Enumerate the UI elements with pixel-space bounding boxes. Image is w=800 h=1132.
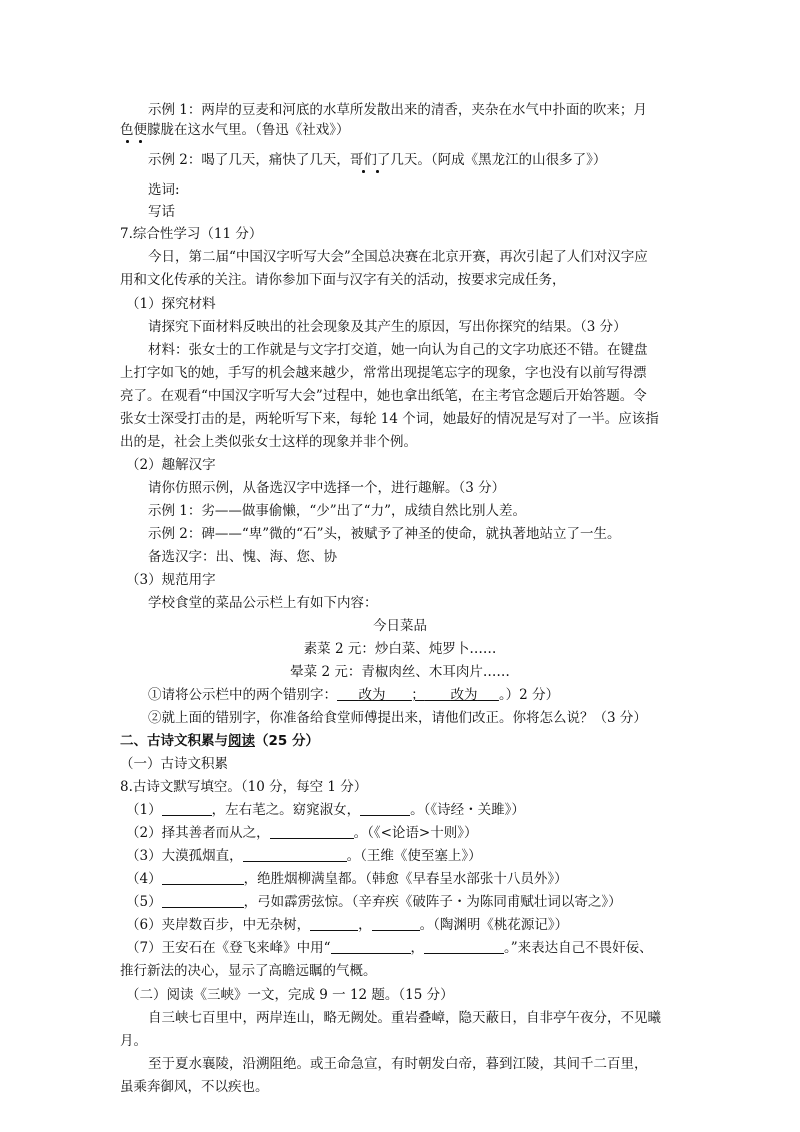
- menu-vegetable: 素菜 2 元：炒白菜、炖罗卜……: [303, 641, 497, 657]
- q8-l1-a: （1）: [126, 802, 162, 818]
- example-1-line-1: 示例 1：两岸的豆麦和河底的水草所发散出来的清香，夹杂在水气中扑面的吹来；月: [148, 102, 647, 118]
- q7-material-2: 上打字如飞的她，手写的机会越来越少，常常出现提笔忘字的现象，字也没有以前写得漂: [120, 365, 647, 381]
- q8-l3-b: 。（王维《使至塞上》）: [346, 848, 482, 864]
- xuanci-label: 选词:: [148, 182, 180, 198]
- q8-l1-c: 。（《诗经・关雎》）: [410, 802, 525, 818]
- q7-intro-1: 今日，第二届“中国汉字听写大会”全国总决赛在北京开赛，再次引起了人们对汉字应: [148, 249, 648, 265]
- q7-part3-intro: 学校食堂的菜品公示栏上有如下内容：: [148, 595, 378, 611]
- q8-line-4: [126, 869, 568, 889]
- answer-blank[interactable]: [331, 938, 411, 954]
- q7-part3-question-1: [148, 685, 559, 705]
- q8-l2-b: 。（《<论语>十则》）: [353, 825, 478, 841]
- semicolon: ；: [411, 687, 425, 703]
- q8-l6-b: ，: [358, 917, 372, 933]
- answer-blank[interactable]: [162, 869, 244, 885]
- reading-section-title: （二）阅读《三峡》一文，完成 9 一 12 题。（15 分）: [126, 987, 454, 1003]
- emphasis-dot: [126, 140, 129, 143]
- section-2-heading-underlined: 阅读: [228, 733, 255, 749]
- q8-l7-b: ，: [410, 940, 424, 956]
- passage-para-1-line-1: 自三峡七百里中，两岸连山，略无阙处。重岩叠嶂，隐天蔽日，自非亭午夜分，不见曦: [148, 1010, 661, 1026]
- section-2-heading: [120, 731, 319, 751]
- answer-blank[interactable]: [424, 938, 504, 954]
- q7-material-4: 张女士深受打击的是，两轮听写下来，每轮 14 个词，她最好的情况是写对了一半。应该指: [120, 411, 659, 427]
- q8-line-7: [126, 938, 653, 958]
- q7-material-5: 出的是，社会上类似张女士这样的现象并非个例。: [120, 434, 417, 450]
- q8-l6-c: 。（陶渊明《桃花源记》）: [419, 917, 569, 933]
- q7-part2-example-2: 示例 2：碑——“卑”微的“石”头，被赋予了神圣的使命，就执著地站立了一生。: [148, 526, 621, 542]
- section-2-heading-a: 二、古诗文积累与: [120, 733, 228, 749]
- section-2-heading-b: （25 分）: [255, 733, 319, 749]
- q7-part2-chars: 备选汉字：出、愧、海、您、协: [148, 549, 337, 565]
- q7-part3-q1-prefix: ①请将公示栏中的两个错别字：: [148, 687, 337, 703]
- passage-para-1-line-2: 月。: [120, 1033, 147, 1049]
- answer-blank[interactable]: [243, 846, 347, 862]
- q8-l7-a: （7）王安石在《登飞来峰》中用“: [126, 940, 331, 956]
- q7-intro-2: 用和文化传承的关注。请你参加下面与汉字有关的活动，按要求完成任务，: [120, 272, 566, 288]
- q7-material-1: 材料：张女士的工作就是与文字打交道，她一向认为自己的文字功底还不错。在键盘: [148, 342, 648, 358]
- emphasis-dot: [362, 170, 365, 173]
- q8-l5-a: （5）: [126, 894, 162, 910]
- q7-part2-title: （2）趣解汉字: [126, 457, 216, 473]
- q7-part2-example-1: 示例 1：劣——做事偷懒，“少”出了“力”，成绩自然比别人差。: [148, 503, 526, 519]
- answer-blank[interactable]: [162, 800, 212, 816]
- q8-l4-b: ，绝胜烟柳满皇都。（韩愈《早春呈水部张十八员外》）: [243, 871, 568, 887]
- q8-line-5: [126, 892, 622, 912]
- q8-l5-b: ，弓如霹雳弦惊。（辛弃疾《破阵子・为陈同甫赋壮词以寄之》）: [243, 894, 622, 910]
- answer-blank[interactable]: [162, 892, 244, 908]
- gai-wei-2: 改为: [450, 687, 478, 703]
- menu-meat: 晕菜 2 元：青椒肉丝、木耳肉片……: [290, 664, 510, 680]
- q7-title: 7.综合性学习（11 分）: [120, 226, 263, 242]
- answer-blank[interactable]: [360, 800, 410, 816]
- menu-title: 今日菜品: [373, 618, 427, 634]
- q8-title: 8.古诗文默写填空。（10 分，每空 1 分）: [120, 779, 368, 795]
- answer-blank[interactable]: [310, 915, 358, 931]
- q8-l7-c: 。”来表达自己不畏奸佞、: [504, 940, 653, 956]
- q8-l3-a: （3）大漠孤烟直，: [126, 848, 243, 864]
- example-1-line-2: 色便朦胧在这水气里。（鲁迅《社戏》）: [120, 122, 350, 138]
- q8-line-2: [126, 823, 477, 843]
- q8-line-7-continued: 推行新法的决心，显示了高瞻远瞩的气概。: [120, 963, 377, 979]
- q8-l1-b: ，左右芼之。窈窕淑女，: [211, 802, 361, 818]
- q7-part3-title: （3）规范用字: [126, 572, 216, 588]
- answer-blank[interactable]: [372, 915, 420, 931]
- example-2: 示例 2：喝了几天，痛快了几天，哥们了几天。（阿成《黑龙江的山很多了》）: [148, 152, 607, 168]
- answer-blank[interactable]: [270, 823, 354, 839]
- q7-part2-requirement: 请你仿照示例，从备选汉字中选择一个，进行趣解。（3 分）: [148, 480, 506, 496]
- section-2-sub-1: （一）古诗文积累: [120, 756, 228, 772]
- q8-l2-a: （2）择其善者而从之，: [126, 825, 270, 841]
- q8-l4-a: （4）: [126, 871, 162, 887]
- q7-part1-title: （1）探究材料: [126, 296, 216, 312]
- emphasis-dot: [139, 140, 142, 143]
- emphasis-dot: [376, 170, 379, 173]
- gai-wei-1: 改为: [358, 687, 386, 703]
- passage-para-2-line-1: 至于夏水襄陵，沿溯阻绝。或王命急宣，有时朝发白帝，暮到江陵，其间千二百里，: [148, 1056, 648, 1072]
- passage-para-2-line-2: 虽乘奔御风，不以疾也。: [120, 1079, 269, 1095]
- q7-material-3: 亮了。在观看“中国汉字听写大会”过程中，她也拿出纸笔，在主考官念题后开始答题。令: [120, 388, 647, 404]
- correction-blank-1[interactable]: [337, 687, 499, 703]
- q8-line-6: [126, 915, 568, 935]
- q8-l6-a: （6）夹岸数百步，中无杂树，: [126, 917, 311, 933]
- q8-line-3: [126, 846, 482, 866]
- q8-line-1: [126, 800, 525, 820]
- q7-part3-question-2: ②就上面的错别字，你准备给食堂师傅提出来，请他们改正。你将怎么说？（3 分）: [148, 710, 647, 726]
- q7-part3-q1-suffix: 。）2 分）: [498, 687, 560, 703]
- q7-part1-requirement: 请探究下面材料反映出的社会现象及其产生的原因，写出你探究的结果。（3 分）: [148, 319, 627, 335]
- xiehua-label: 写话: [148, 204, 175, 220]
